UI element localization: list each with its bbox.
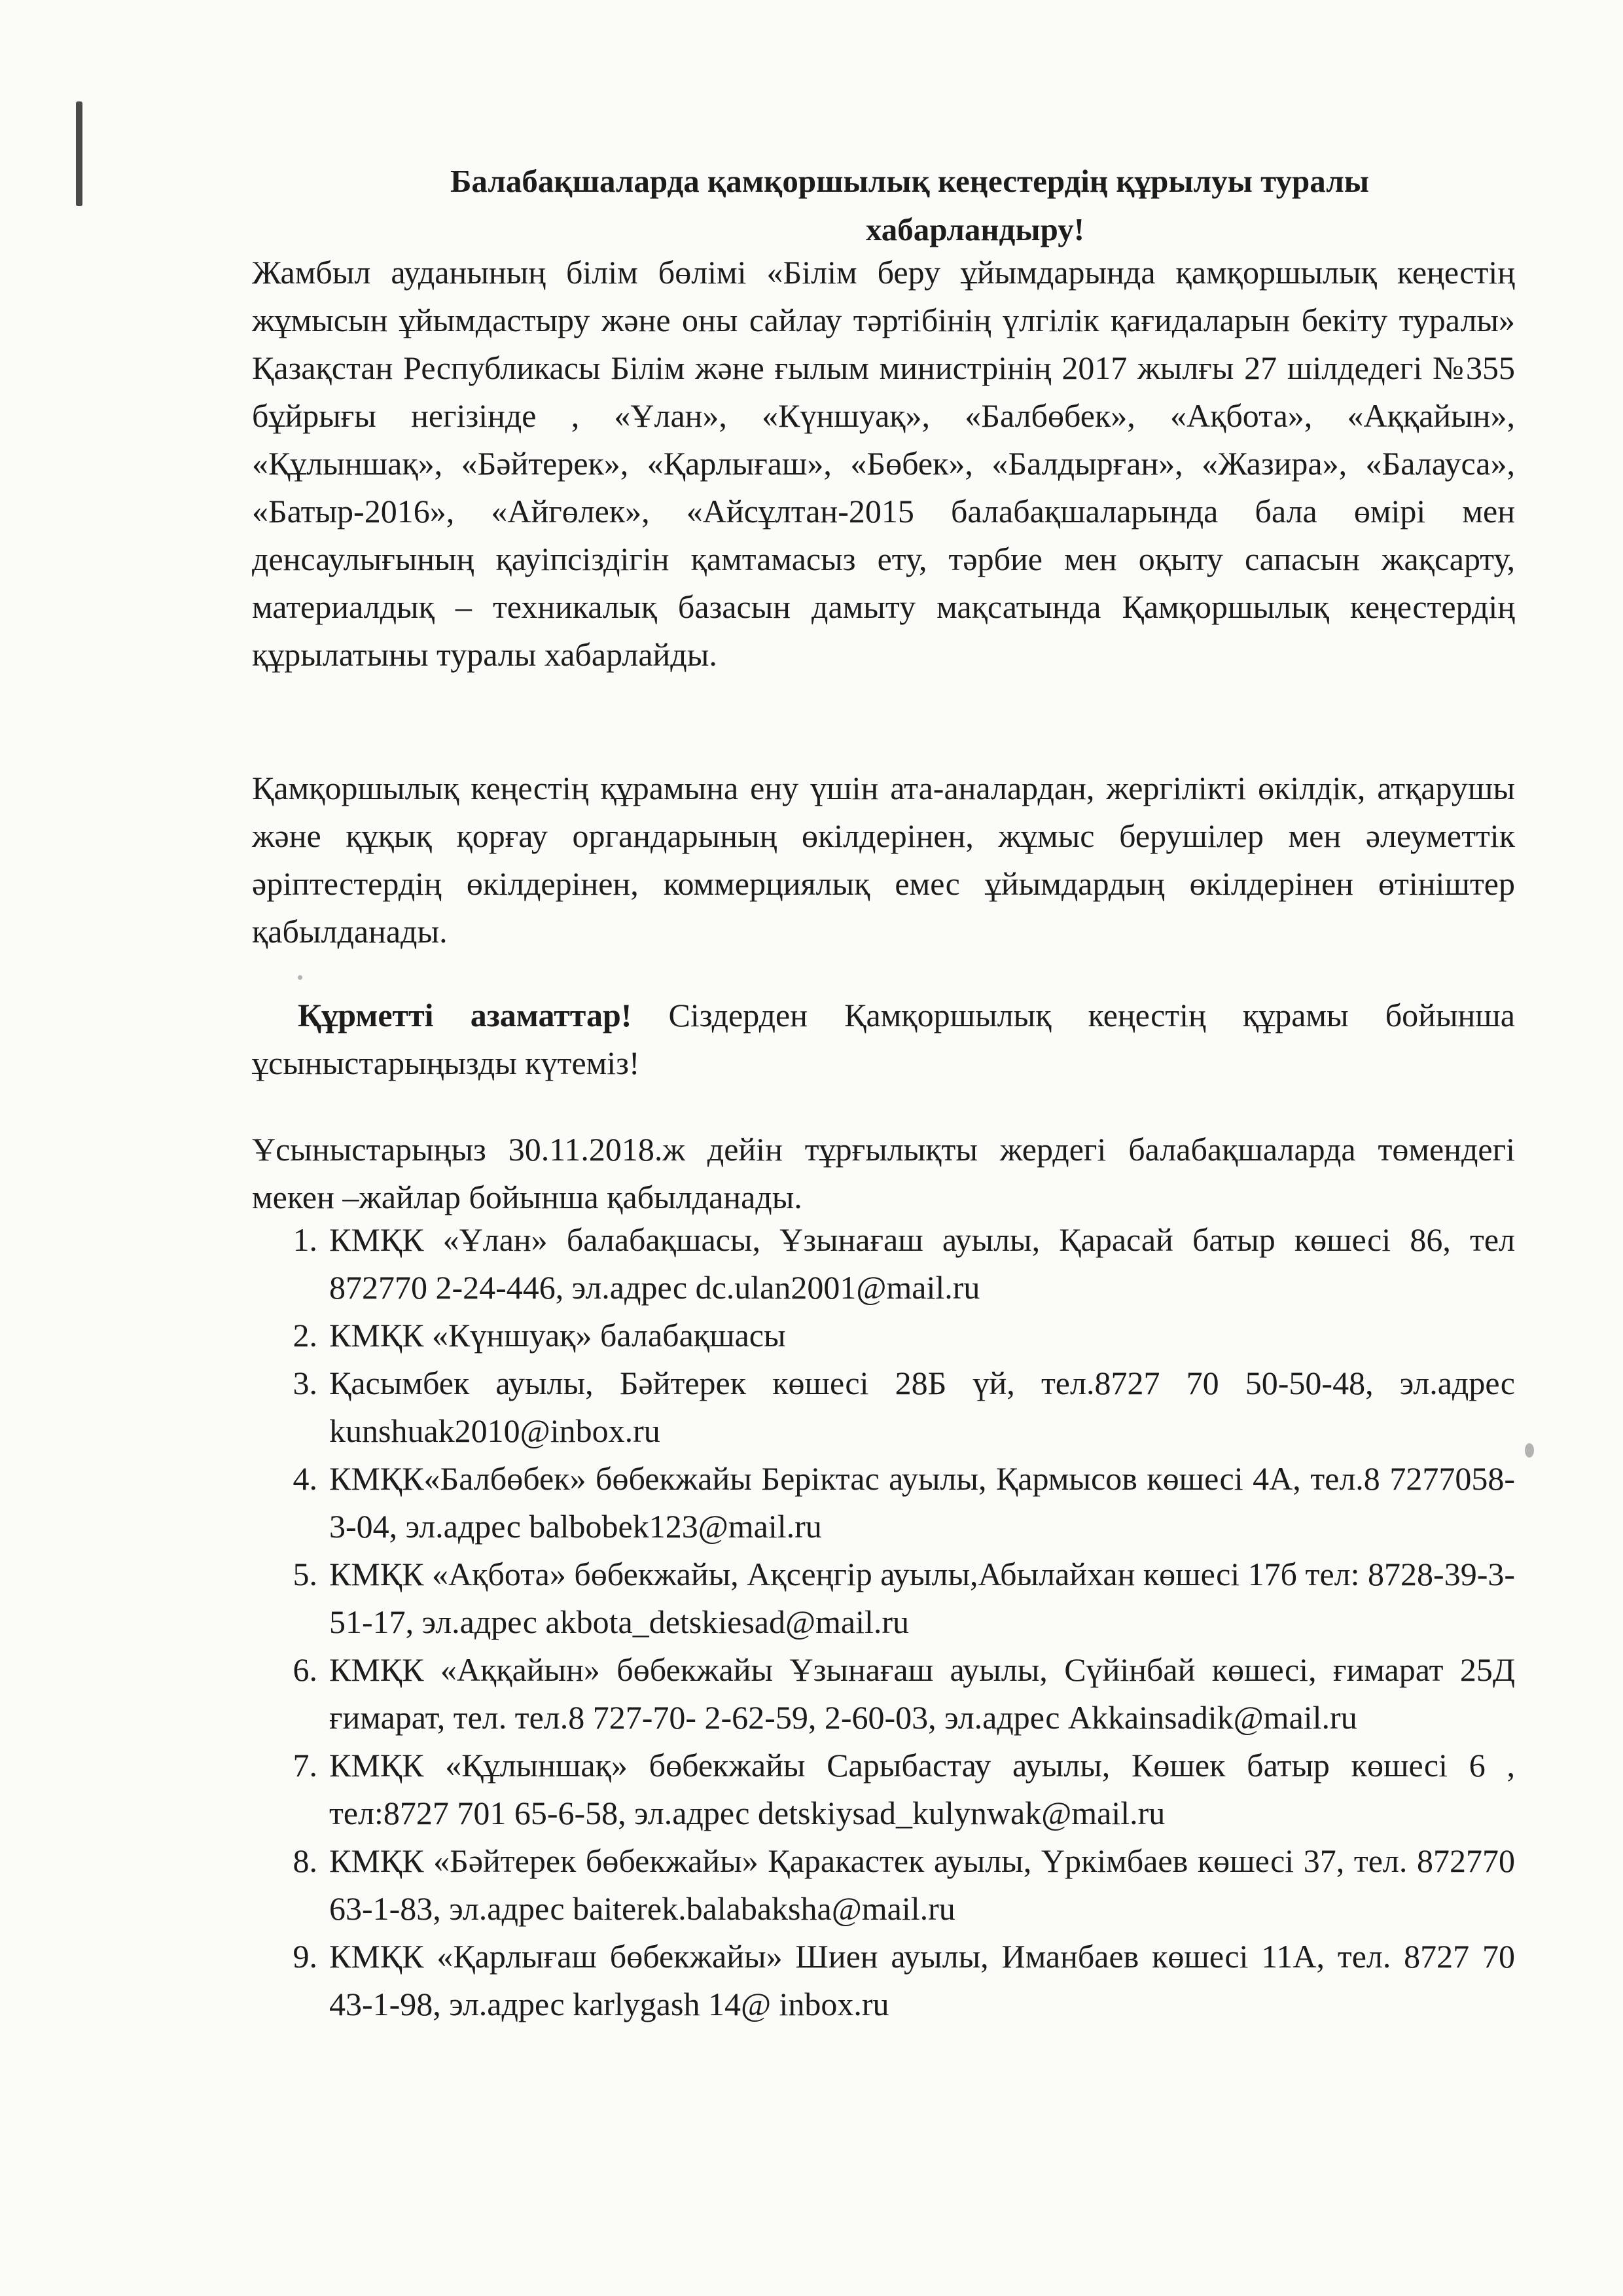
- list-item-text: КМҚК «Қарлығаш бөбекжайы» Шиен ауылы, Иманбаев көшесі 11А, тел. 8727 70 43-1-98, эл.адрес karlygash 14@ inbox.ru: [329, 1938, 1515, 2022]
- list-item-text: КМҚК «Құлыншақ» бөбекжайы Сарыбастау ауылы, Көшек батыр көшесі 6 , тел:8727 701 65-6-58, эл.адрес detskiysad_kulynwak@mail.ru: [329, 1747, 1515, 1831]
- list-item: [272, 1455, 1515, 1551]
- document-title: [252, 157, 1515, 254]
- list-item-number: 4.: [293, 1460, 317, 1497]
- list-item-number: 6.: [293, 1651, 317, 1688]
- appeal-paragraph: [252, 992, 1515, 1087]
- title-line-2: хабарландыру!: [865, 211, 1085, 247]
- list-item: [272, 1551, 1515, 1646]
- scan-spot: [298, 975, 302, 980]
- list-item-text: КМҚК «Күншуақ» балабақшасы: [329, 1317, 786, 1354]
- list-item-number: 2.: [293, 1317, 317, 1354]
- margin-mark: [76, 101, 82, 206]
- list-item: [272, 1933, 1515, 2028]
- list-item-text: КМҚК «Аққайын» бөбекжайы Ұзынағаш ауылы, Сүйінбай көшесі, ғимарат 25Д ғимарат, тел. тел.8 727-70- 2-62-59, 2-60-03, эл.адрес Akkainsadik@mail.ru: [329, 1651, 1515, 1736]
- appeal-text: Сіздерден Қамқоршылық кеңестің құрамы бойынша ұсыныстарыңызды күтеміз!: [252, 997, 1515, 1081]
- list-item-number: 9.: [293, 1938, 317, 1975]
- announcement-paragraph: Жамбыл ауданының білім бөлімі «Білім беру ұйымдарында қамқоршылық кеңестің жұмысын ұйымдастыру және оны сайлау тәртібінің үлгілік қағидаларын бекіту туралы» Қазақстан Республикасы Білім және ғылым министрінің 2017 жылғы 27 шілдедегі №355 бұйрығы негізінде , «Ұлан», «Күншуақ», «Балбөбек», «Ақбота», «Аққайын», «Құлыншақ», «Бәйтерек», «Қарлығаш», «Бөбек», «Балдырған», «Жазира», «Балауса», «Батыр-2016», «Айгөлек», «Айсұлтан-2015 балабақшаларында бала өмірі мен денсаулығының қауіпсіздігін қамтамасыз ету, тәрбие мен оқыту сапасын жақсарту, материалдық – техникалық базасын дамыту мақсатында Қамқоршылық кеңестердің құрылатыны туралы хабарлайды.: [252, 254, 1515, 673]
- list-item-number: 7.: [293, 1747, 317, 1784]
- list-item-number: 3.: [293, 1365, 317, 1401]
- list-item: [272, 1646, 1515, 1742]
- list-item-number: 8.: [293, 1842, 317, 1879]
- title-line-1: Балабақшаларда қамқоршылық кеңестердің құрылуы туралы: [450, 163, 1369, 199]
- list-item-text: КМҚК «Бәйтерек бөбекжайы» Қаракастек ауылы, Үркімбаев көшесі 37, тел. 872770 63-1-83, эл.адрес baiterek.balabaksha@mail.ru: [329, 1842, 1515, 1927]
- deadline-paragraph: Ұсыныстарыңыз 30.11.2018.ж дейін тұрғылықты жердегі балабақшаларда төмендегі мекен –жайлар бойынша қабылданады.: [252, 1131, 1515, 1215]
- list-item-text: Қасымбек ауылы, Бәйтерек көшесі 28Б үй, тел.8727 70 50-50-48, эл.адрес kunshuak2010@inbox.ru: [329, 1365, 1515, 1449]
- list-item-number: 5.: [293, 1556, 317, 1592]
- applications-paragraph: Қамқоршылық кеңестің құрамына ену үшін ата-аналардан, жергілікті өкілдік, атқарушы және құқық қорғау органдарының өкілдерінен, жұмыс берушілер мен әлеуметтік әріптестердің өкілдерінен, коммерциялық емес ұйымдардың өкілдерінен өтініштер қабылданады.: [252, 770, 1515, 950]
- appeal-greeting: Құрметті азаматтар!: [298, 997, 632, 1033]
- list-item: [272, 1312, 1515, 1359]
- list-item-text: КМҚК «Ақбота» бөбекжайы, Ақсеңгір ауылы,Абылайхан көшесі 17б тел: 8728-39-3-51-17, эл.адрес akbota_detskiesad@mail.ru: [329, 1556, 1515, 1640]
- list-item: [272, 1742, 1515, 1837]
- list-item: [272, 1216, 1515, 1312]
- address-list: [272, 1216, 1515, 2028]
- scan-spot: [1525, 1443, 1534, 1458]
- list-item: [272, 1837, 1515, 1933]
- list-item-text: КМҚК«Балбөбек» бөбекжайы Беріктас ауылы, Қармысов көшесі 4А, тел.8 7277058-3-04, эл.адрес balbobek123@mail.ru: [329, 1460, 1515, 1545]
- list-item-text: КМҚК «Ұлан» балабақшасы, Ұзынағаш ауылы, Қарасай батыр көшесі 86, тел 872770 2-24-446, эл.адрес dc.ulan2001@mail.ru: [329, 1221, 1515, 1306]
- list-item: [272, 1359, 1515, 1455]
- list-item-number: 1.: [293, 1221, 317, 1258]
